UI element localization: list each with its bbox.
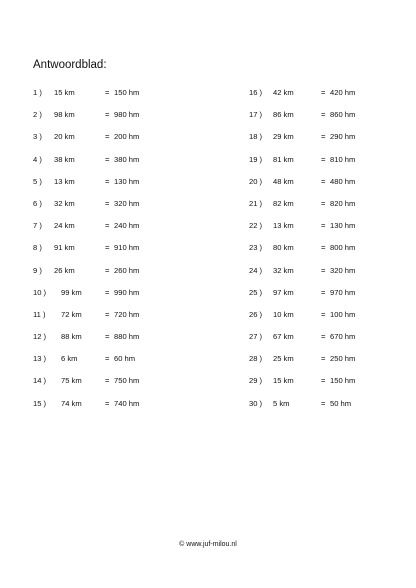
km-value: 38 km	[54, 154, 75, 164]
km-value: 42 km	[273, 88, 294, 97]
km-value: 97 km	[273, 287, 294, 297]
item-number: 8 )	[33, 243, 42, 253]
answer-row	[249, 310, 416, 332]
equals-sign: =	[321, 176, 326, 186]
equals-sign: =	[321, 243, 326, 253]
item-number: 7 )	[33, 221, 42, 231]
answer-row	[33, 354, 203, 376]
answer-row	[249, 354, 416, 376]
equals-sign: =	[321, 88, 326, 97]
km-value: 15 km	[54, 88, 75, 97]
item-number: 28 )	[249, 354, 263, 364]
equals-sign: =	[321, 398, 326, 408]
equals-sign: =	[105, 110, 110, 120]
km-value: 74 km	[61, 398, 82, 408]
km-value: 72 km	[61, 309, 82, 319]
item-number: 5 )	[33, 176, 42, 186]
hm-answer: 750 hm	[114, 376, 140, 386]
page-title: Antwoordblad:	[33, 59, 107, 71]
item-number: 22 )	[249, 221, 263, 231]
equals-sign: =	[105, 376, 110, 386]
answer-row	[249, 288, 416, 310]
km-value: 24 km	[54, 221, 75, 231]
equals-sign: =	[105, 198, 110, 208]
equals-sign: =	[321, 110, 326, 120]
item-number: 3 )	[33, 132, 42, 142]
item-number: 10 )	[33, 287, 47, 297]
item-number: 12 )	[33, 332, 47, 342]
hm-answer: 260 hm	[114, 265, 140, 275]
item-number: 4 )	[33, 154, 42, 164]
item-number: 15 )	[33, 398, 47, 408]
hm-answer: 670 hm	[330, 332, 356, 342]
answer-row	[249, 376, 416, 398]
equals-sign: =	[105, 332, 110, 342]
km-value: 13 km	[273, 221, 294, 231]
hm-answer: 910 hm	[114, 243, 140, 253]
item-number: 1 )	[33, 88, 42, 97]
km-value: 25 km	[273, 354, 294, 364]
answer-row	[249, 132, 416, 154]
hm-answer: 320 hm	[114, 198, 140, 208]
km-value: 20 km	[54, 132, 75, 142]
km-value: 48 km	[273, 176, 294, 186]
km-value: 29 km	[273, 132, 294, 142]
equals-sign: =	[105, 221, 110, 231]
hm-answer: 820 hm	[330, 198, 356, 208]
hm-answer: 880 hm	[114, 332, 140, 342]
item-number: 13 )	[33, 354, 47, 364]
equals-sign: =	[105, 243, 110, 253]
answer-row	[249, 155, 416, 177]
answer-row	[249, 88, 416, 110]
answer-row	[33, 310, 203, 332]
answer-column-left	[33, 88, 203, 421]
hm-answer: 380 hm	[114, 154, 140, 164]
answer-row	[33, 376, 203, 398]
answer-row	[33, 88, 203, 110]
hm-answer: 250 hm	[330, 354, 356, 364]
item-number: 11 )	[33, 309, 46, 319]
km-value: 98 km	[54, 110, 75, 120]
equals-sign: =	[321, 354, 326, 364]
hm-answer: 810 hm	[330, 154, 356, 164]
equals-sign: =	[321, 376, 326, 386]
km-value: 82 km	[273, 198, 294, 208]
km-value: 99 km	[61, 287, 82, 297]
answer-row	[249, 221, 416, 243]
item-number: 18 )	[249, 132, 263, 142]
hm-answer: 740 hm	[114, 398, 140, 408]
equals-sign: =	[321, 309, 326, 319]
item-number: 6 )	[33, 198, 42, 208]
item-number: 2 )	[33, 110, 42, 120]
equals-sign: =	[321, 132, 326, 142]
hm-answer: 100 hm	[330, 309, 356, 319]
km-value: 88 km	[61, 332, 82, 342]
km-value: 81 km	[273, 154, 294, 164]
equals-sign: =	[105, 88, 110, 97]
copyright-footer: © www.juf-milou.nl	[179, 541, 237, 548]
hm-answer: 200 hm	[114, 132, 140, 142]
answer-row	[249, 177, 416, 199]
answer-row	[249, 110, 416, 132]
km-value: 75 km	[61, 376, 82, 386]
hm-answer: 130 hm	[330, 221, 356, 231]
answer-row	[33, 266, 203, 288]
equals-sign: =	[105, 287, 110, 297]
equals-sign: =	[105, 398, 110, 408]
equals-sign: =	[321, 198, 326, 208]
equals-sign: =	[321, 332, 326, 342]
km-value: 80 km	[273, 243, 294, 253]
item-number: 14 )	[33, 376, 47, 386]
item-number: 19 )	[249, 154, 263, 164]
km-value: 6 km	[61, 354, 78, 364]
hm-answer: 290 hm	[330, 132, 356, 142]
equals-sign: =	[105, 132, 110, 142]
hm-answer: 150 hm	[114, 88, 140, 97]
answer-row	[249, 199, 416, 221]
hm-answer: 800 hm	[330, 243, 356, 253]
hm-answer: 320 hm	[330, 265, 356, 275]
equals-sign: =	[105, 176, 110, 186]
answer-row	[33, 243, 203, 265]
hm-answer: 50 hm	[330, 398, 352, 408]
item-number: 21 )	[249, 198, 263, 208]
item-number: 24 )	[249, 265, 263, 275]
item-number: 26 )	[249, 309, 263, 319]
answer-row	[33, 155, 203, 177]
equals-sign: =	[105, 354, 110, 364]
item-number: 25 )	[249, 287, 263, 297]
answer-row	[249, 266, 416, 288]
answer-row	[33, 110, 203, 132]
hm-answer: 980 hm	[114, 110, 140, 120]
hm-answer: 240 hm	[114, 221, 140, 231]
hm-answer: 970 hm	[330, 287, 356, 297]
hm-answer: 860 hm	[330, 110, 356, 120]
km-value: 10 km	[273, 309, 294, 319]
equals-sign: =	[321, 154, 326, 164]
km-value: 91 km	[54, 243, 75, 253]
item-number: 23 )	[249, 243, 263, 253]
answer-row	[33, 288, 203, 310]
item-number: 29 )	[249, 376, 263, 386]
item-number: 27 )	[249, 332, 263, 342]
answer-row	[33, 199, 203, 221]
answer-row	[33, 177, 203, 199]
answer-column-right	[249, 88, 416, 421]
hm-answer: 480 hm	[330, 176, 356, 186]
hm-answer: 420 hm	[330, 88, 356, 97]
equals-sign: =	[321, 265, 326, 275]
answer-row	[33, 132, 203, 154]
answer-row	[33, 221, 203, 243]
item-number: 20 )	[249, 176, 263, 186]
item-number: 30 )	[249, 398, 263, 408]
hm-answer: 130 hm	[114, 176, 140, 186]
km-value: 86 km	[273, 110, 294, 120]
km-value: 5 km	[273, 398, 290, 408]
answer-row	[249, 399, 416, 421]
answer-row	[33, 332, 203, 354]
km-value: 67 km	[273, 332, 294, 342]
equals-sign: =	[321, 221, 326, 231]
hm-answer: 720 hm	[114, 309, 140, 319]
km-value: 26 km	[54, 265, 75, 275]
hm-answer: 990 hm	[114, 287, 140, 297]
km-value: 15 km	[273, 376, 294, 386]
hm-answer: 150 hm	[330, 376, 356, 386]
answer-row	[249, 332, 416, 354]
answer-row	[249, 243, 416, 265]
km-value: 32 km	[273, 265, 294, 275]
item-number: 16 )	[249, 88, 263, 97]
km-value: 13 km	[54, 176, 75, 186]
hm-answer: 60 hm	[114, 354, 136, 364]
equals-sign: =	[321, 287, 326, 297]
item-number: 9 )	[33, 265, 42, 275]
equals-sign: =	[105, 309, 110, 319]
equals-sign: =	[105, 265, 110, 275]
item-number: 17 )	[249, 110, 263, 120]
equals-sign: =	[105, 154, 110, 164]
km-value: 32 km	[54, 198, 75, 208]
answer-row	[33, 399, 203, 421]
